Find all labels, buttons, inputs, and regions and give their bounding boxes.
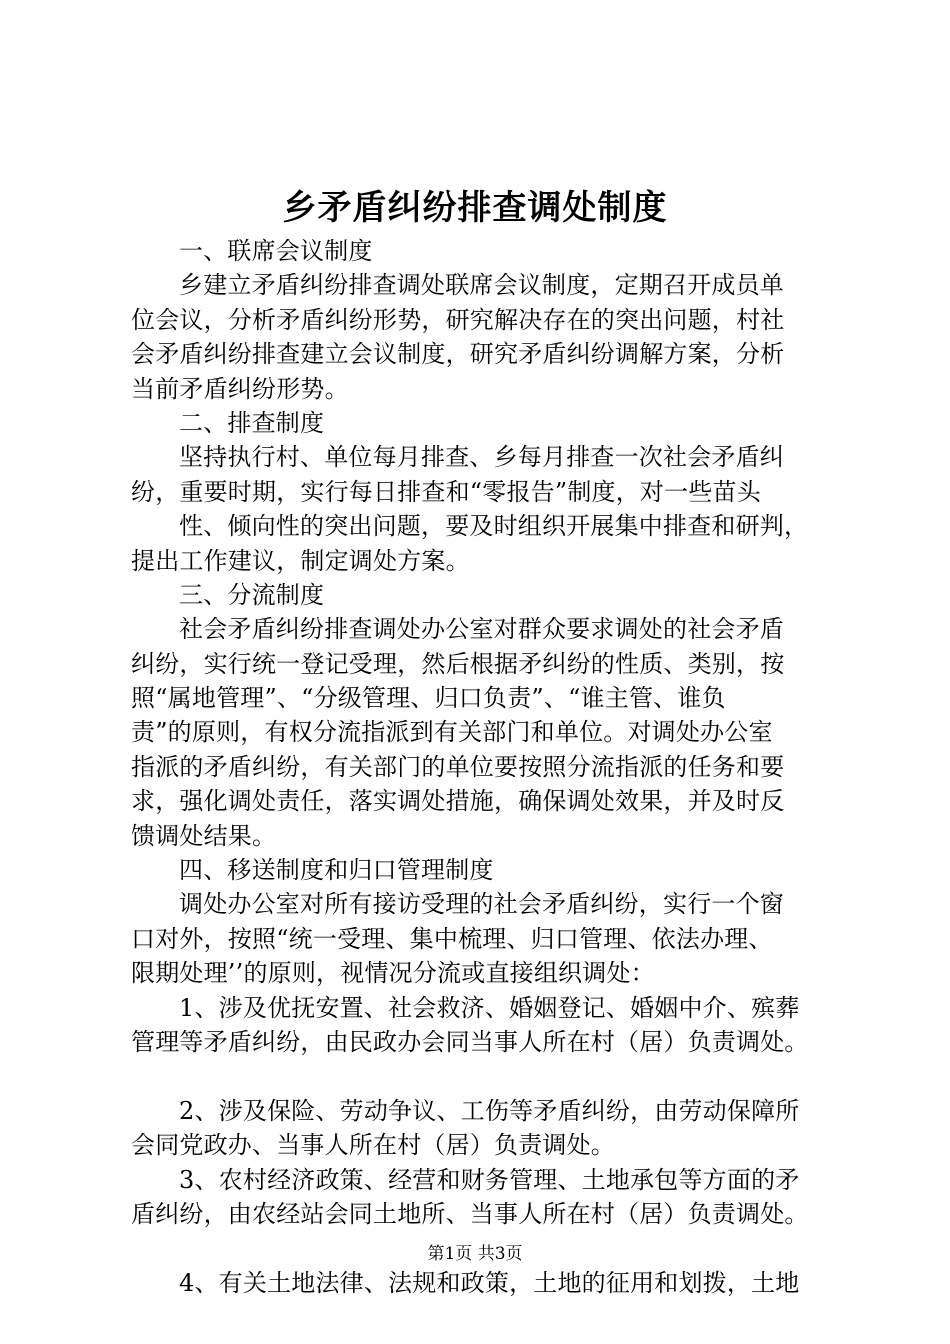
text-line: 指派的矛盾纠纷，有关部门的单位要按照分流指派的任务和要 xyxy=(131,752,785,781)
text-line: 三、分流制度 xyxy=(179,580,325,609)
text-line: 盾纠纷，由农经站会同土地所、当事人所在村（居）负责调处。 xyxy=(131,1199,809,1228)
text-line: 坚持执行村、单位每月排查、乡每月排查一次社会矛盾纠 xyxy=(179,443,784,472)
text-line: 口对外，按照“统一受理、集中梳理、归口管理、依法办理、 xyxy=(131,924,773,953)
text-line: 限期处理’’的原则，视情况分流或直接组织调处： xyxy=(131,959,655,988)
text-line: 乡建立矛盾纠纷排查调处联席会议制度，定期召开成员单 xyxy=(179,271,784,300)
text-line: 管理等矛盾纠纷，由民政办会同当事人所在村（居）负责调处。 xyxy=(131,1027,809,1056)
text-line: 纷，重要时期，实行每日排查和“零报告”制度，对一些苗头 xyxy=(131,477,761,506)
text-line: 当前矛盾纠纷形势。 xyxy=(131,374,349,403)
text-line: 二、排查制度 xyxy=(179,408,325,437)
blank-line xyxy=(131,1059,851,1093)
page-title: 乡矛盾纠纷排查调处制度 xyxy=(282,188,668,228)
text-line: 求，强化调处责任，落实调处措施，确保调处效果，并及时反 xyxy=(131,787,785,816)
text-line: 一、联席会议制度 xyxy=(179,237,373,265)
text-line: 馈调处结果。 xyxy=(131,821,277,850)
text-line: 社会矛盾纠纷排查调处办公室对群众要求调处的社会矛盾 xyxy=(179,615,784,644)
text-line: 照“属地管理”、“分级管理、归口负责”、“谁主管、谁负 xyxy=(131,684,726,713)
text-line: 提出工作建议，制定调处方案。 xyxy=(131,546,470,575)
text-line: 性、倾向性的突出问题，要及时组织开展集中排查和研判， xyxy=(179,512,809,541)
text-line: 调处办公室对所有接访受理的社会矛盾纠纷，实行一个窗 xyxy=(179,890,784,919)
text-line: 纠纷，实行统一登记受理，然后根据矛纠纷的性质、类别，按 xyxy=(131,649,785,678)
document-body xyxy=(131,234,851,1300)
text-line: 会同党政办、当事人所在村（居）负责调处。 xyxy=(131,1131,615,1160)
text-line: 四、移送制度和归口管理制度 xyxy=(179,856,494,885)
text-line: 2、涉及保险、劳动争议、工伤等矛盾纠纷，由劳动保障所 xyxy=(179,1096,800,1125)
text-line: 4、有关土地法律、法规和政策，土地的征用和划拨，土地 xyxy=(179,1268,800,1297)
text-line: 会矛盾纠纷排查建立会议制度，研究矛盾纠纷调解方案，分析 xyxy=(131,340,785,369)
page-footer: 第1页 共3页 xyxy=(427,1244,523,1264)
text-line: 责”的原则，有权分流指派到有关部门和单位。对调处办公室 xyxy=(131,718,773,747)
text-line: 3、农村经济政策、经营和财务管理、土地承包等方面的矛 xyxy=(179,1165,800,1194)
text-line: 1、涉及优抚安置、社会救济、婚姻登记、婚姻中介、殡葬 xyxy=(179,993,800,1022)
text-line: 位会议，分析矛盾纠纷形势，研究解决存在的突出问题，村社 xyxy=(131,305,785,334)
